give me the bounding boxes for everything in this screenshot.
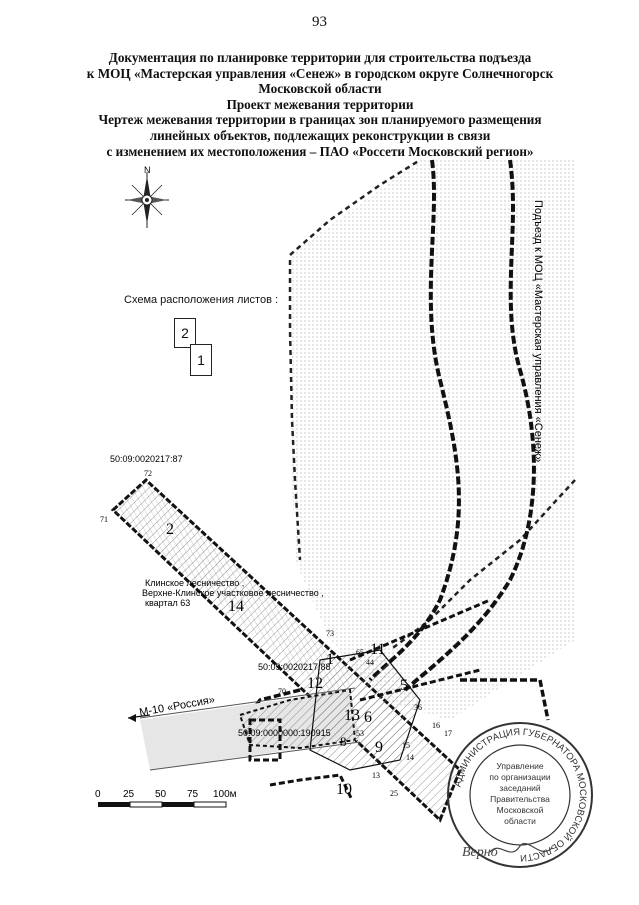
zone-number: 13 — [344, 707, 360, 724]
title-line: линейных объектов, подлежащих реконструкции в связи — [149, 127, 491, 143]
stamp-line: Московской — [496, 805, 544, 815]
stamp-line: заседаний — [499, 783, 541, 793]
zone-number: 5 — [400, 677, 408, 694]
compass-rose-icon — [125, 172, 169, 228]
title-line: с изменением их местоположения – ПАО «Россети Московский регион» — [106, 143, 534, 159]
point-number: 65 — [356, 648, 364, 657]
sheet-number: 2 — [181, 325, 189, 341]
scale-tick-label: 50 — [155, 789, 167, 800]
forestry-label: Верхне-Клинское участковое лесничество , — [142, 588, 324, 598]
point-number: 53 — [356, 729, 364, 738]
highway-label: М-10 «Россия» — [138, 693, 216, 719]
zone-number: 1 — [326, 651, 334, 668]
compass-north-label: N — [144, 165, 151, 175]
point-number: 72 — [144, 469, 152, 478]
forestry-label: Клинское лесничество , — [145, 578, 245, 588]
zone-number: 14 — [228, 598, 244, 615]
zone-number: 2 — [166, 521, 174, 538]
title-line: Чертеж межевания территории в границах зон планируемого размещения — [98, 112, 542, 128]
stamp-line: Управление — [496, 761, 544, 771]
stamp-line: области — [504, 816, 536, 826]
title-line: Проект межевания территории — [226, 96, 414, 112]
sheet-number: 1 — [197, 352, 205, 368]
road-label: Подъезд к МОЦ «Мастерская управления «Сенеж» — [532, 200, 544, 463]
scale-tick-label: 25 — [123, 789, 135, 800]
page-number: 93 — [312, 14, 327, 30]
point-number: 14 — [406, 753, 414, 762]
point-number: 71 — [100, 515, 108, 524]
point-number: 44 — [366, 658, 374, 667]
point-number: 15 — [402, 741, 410, 750]
zone-number: 10 — [336, 781, 352, 798]
scale-tick-label: 75 — [187, 789, 199, 800]
parcel-label-middle: 50:09:0020217:88 — [258, 662, 331, 672]
sheet-scheme-label: Схема расположения листов : — [124, 294, 279, 306]
point-number: 25 — [390, 789, 398, 798]
forestry-label: квартал 63 — [145, 598, 191, 608]
parcel-label-bottom: 50:09:0000000:190915 — [238, 728, 331, 738]
stamp-line: Правительства — [490, 794, 550, 804]
point-number: 73 — [326, 629, 334, 638]
point-number: 13 — [372, 771, 380, 780]
zone-number: 12 — [307, 675, 323, 692]
point-number: 70 — [278, 687, 286, 696]
zone-number: 6 — [364, 709, 372, 726]
zone-number: 8 — [340, 734, 347, 749]
point-number: 17 — [444, 729, 452, 738]
title-line: к МОЦ «Мастерская управления «Сенеж» в городском округе Солнечногорск — [86, 65, 554, 81]
scale-bar — [98, 802, 226, 807]
scale-tick-label: 0 — [95, 789, 101, 800]
stamp-line: по организации — [489, 772, 551, 782]
point-number: 16 — [432, 721, 440, 730]
title-line: Московской области — [258, 81, 382, 97]
parcel-label-top: 50:09:0020217:87 — [110, 454, 183, 464]
zone-number: 9 — [375, 739, 383, 756]
stamp-ring-path: АДМИНИСТРАЦИЯ ГУБЕРНАТОРА МОСКОВСКОЙ ОБЛАСТИ — [452, 726, 589, 864]
title-line: Документация по планировке территории для строительства подъезда — [108, 50, 532, 65]
scale-tick-label: 100м — [213, 789, 237, 800]
zone-number: 11 — [370, 641, 386, 658]
point-number: 36 — [414, 703, 422, 712]
signature-text: Верно — [462, 845, 498, 860]
